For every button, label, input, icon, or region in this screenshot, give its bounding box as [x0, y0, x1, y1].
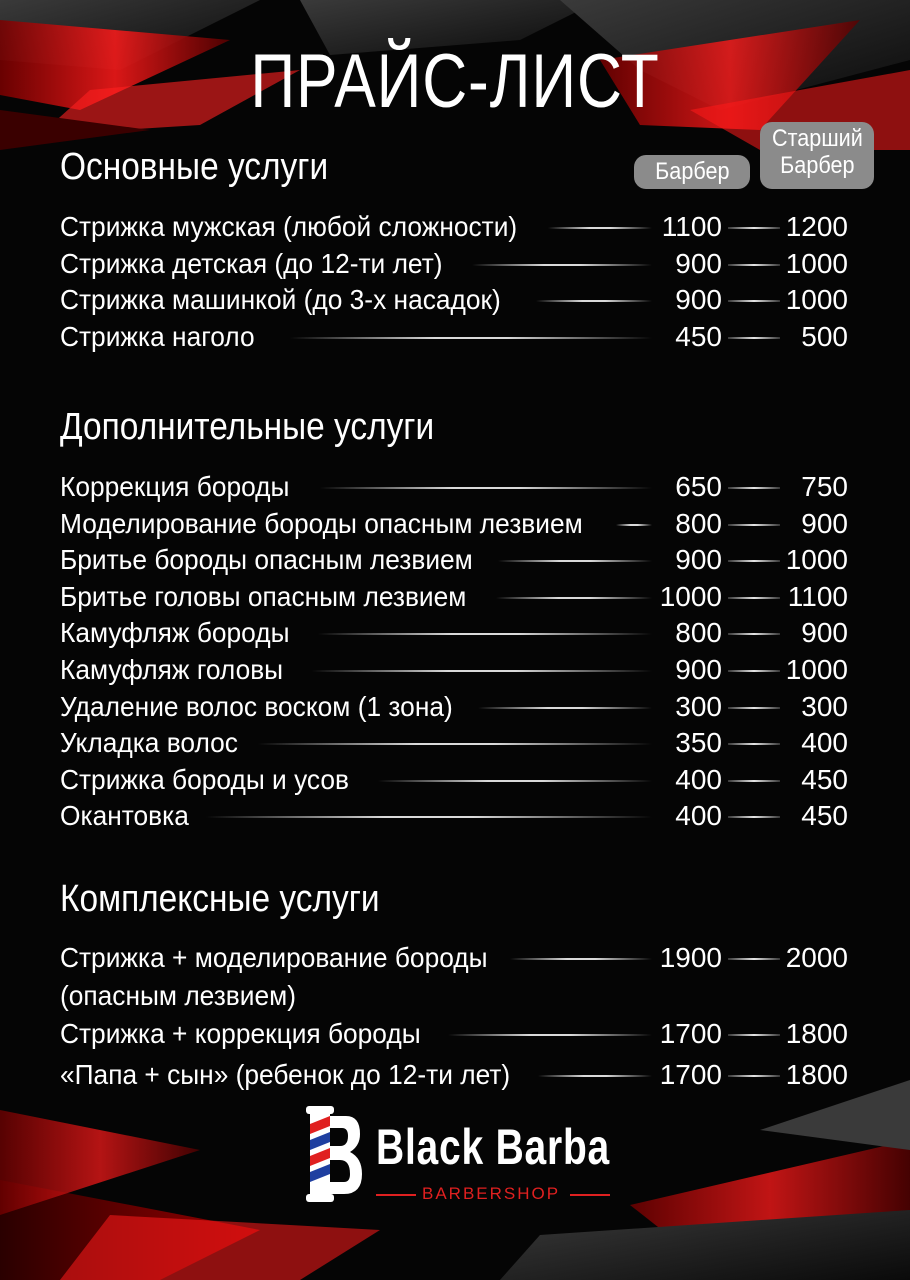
- price-separator: [728, 670, 780, 672]
- service-name: Коррекция бороды: [60, 471, 290, 502]
- senior-barber-price: 2000: [785, 942, 848, 973]
- service-name: Бритье бороды опасным лезвием: [60, 544, 473, 576]
- section-title-main: Основные услуги: [60, 146, 329, 188]
- senior-barber-price: 1000: [785, 654, 848, 685]
- service-name: «Папа + сын» (ребенок до 12-ти лет): [60, 1059, 511, 1090]
- price-row: [60, 506, 850, 542]
- service-name: Укладка волос: [60, 727, 238, 759]
- senior-barber-price: 1800: [785, 1059, 848, 1090]
- senior-barber-price: 1100: [787, 580, 848, 612]
- price-row: [60, 209, 850, 245]
- service-name: Удаление волос воском (1 зона): [60, 690, 453, 722]
- price-separator: [728, 743, 780, 745]
- barber-price: 800: [675, 507, 722, 539]
- senior-barber-price: 1000: [785, 247, 848, 279]
- service-name: Камуфляж бороды: [60, 617, 290, 649]
- price-row: [60, 542, 850, 578]
- barber-price: 1700: [659, 1018, 722, 1049]
- price-row: [60, 725, 850, 761]
- price-separator: [728, 1034, 780, 1036]
- price-separator: [728, 1075, 780, 1077]
- price-row: [60, 246, 850, 282]
- service-name-line2: (опасным лезвием): [60, 980, 296, 1011]
- price-separator: [728, 707, 780, 709]
- service-name: Стрижка машинкой (до 3-х насадок): [60, 284, 501, 315]
- brand-logo: [300, 1104, 620, 1214]
- price-separator: [728, 597, 780, 599]
- leader-line: [498, 560, 652, 562]
- brand-divider-right: [570, 1194, 610, 1196]
- barber-column-badge: [634, 155, 750, 189]
- leader-line: [312, 670, 652, 672]
- service-name: Стрижка наголо: [60, 320, 255, 352]
- price-separator: [728, 227, 780, 229]
- barber-price: 800: [675, 617, 722, 649]
- price-row: [60, 762, 850, 798]
- price-separator: [728, 524, 780, 526]
- price-separator: [728, 300, 780, 302]
- leader-line: [510, 958, 652, 960]
- price-row: [60, 319, 850, 355]
- brand-divider-left: [376, 1194, 416, 1196]
- senior-column-label-line2: Барбер: [779, 152, 855, 179]
- leader-line: [478, 707, 652, 709]
- barber-price: 1000: [659, 580, 722, 612]
- leader-line: [472, 264, 652, 266]
- leader-line: [320, 487, 652, 489]
- leader-line: [538, 1075, 652, 1077]
- price-row: [60, 1057, 850, 1093]
- barber-price: 1700: [659, 1059, 722, 1090]
- senior-column-label-line1: Старший: [771, 125, 863, 152]
- barber-price: 1900: [659, 942, 722, 973]
- service-name: Бритье головы опасным лезвием: [60, 580, 467, 612]
- barber-price: 450: [675, 320, 722, 352]
- service-name: Окантовка: [60, 800, 189, 832]
- section-title-combo: Комплексные услуги: [60, 878, 380, 920]
- barber-price: 900: [675, 247, 722, 279]
- service-name: Моделирование бороды опасным лезвием: [60, 507, 583, 539]
- senior-barber-price: 400: [801, 727, 848, 759]
- senior-barber-price: 900: [801, 507, 848, 539]
- senior-barber-price: 450: [801, 800, 848, 832]
- section-title-extra: Дополнительные услуги: [60, 406, 435, 448]
- barber-price: 400: [675, 763, 722, 795]
- leader-line: [206, 816, 652, 818]
- senior-barber-price: 300: [801, 690, 848, 722]
- leader-line: [290, 337, 652, 339]
- service-name: Камуфляж головы: [60, 654, 284, 685]
- price-separator: [728, 633, 780, 635]
- leader-line: [496, 597, 652, 599]
- senior-barber-price: 500: [801, 320, 848, 352]
- price-row: [60, 282, 850, 318]
- price-row: [60, 940, 850, 1011]
- price-separator: [728, 487, 780, 489]
- leader-line: [548, 227, 652, 229]
- senior-barber-price: 1000: [785, 284, 848, 315]
- leader-line: [616, 524, 652, 526]
- price-row: [60, 689, 850, 725]
- barber-price: 900: [675, 544, 722, 576]
- leader-line: [318, 633, 652, 635]
- barber-price: 350: [675, 727, 722, 759]
- leader-line: [378, 780, 652, 782]
- senior-barber-price: 1200: [785, 211, 848, 242]
- senior-barber-price: 1000: [785, 544, 848, 576]
- barber-price: 300: [675, 690, 722, 722]
- barber-column-label: Барбер: [654, 158, 730, 185]
- leader-line: [536, 300, 652, 302]
- price-separator: [728, 264, 780, 266]
- service-name: Стрижка + коррекция бороды: [60, 1018, 421, 1049]
- barber-price: 1100: [661, 211, 722, 242]
- leader-line: [448, 1034, 652, 1036]
- price-row: [60, 652, 850, 688]
- price-row: [60, 469, 850, 505]
- senior-barber-price: 750: [801, 471, 848, 502]
- price-separator: [728, 560, 780, 562]
- leader-line: [258, 743, 652, 745]
- barber-price: 900: [675, 654, 722, 685]
- price-separator: [728, 780, 780, 782]
- barber-price: 400: [675, 800, 722, 832]
- service-name: Стрижка мужская (любой сложности): [60, 211, 518, 242]
- price-separator: [728, 816, 780, 818]
- senior-barber-price: 450: [801, 763, 848, 795]
- page-title: ПРАЙС-ЛИСТ: [250, 39, 660, 124]
- barber-price: 900: [675, 284, 722, 315]
- price-row: [60, 579, 850, 615]
- price-row: [60, 1016, 850, 1052]
- brand-subtitle: BARBERSHOP: [422, 1184, 561, 1203]
- brand-name: Black Barba: [376, 1119, 611, 1175]
- service-name: Стрижка бороды и усов: [60, 763, 350, 795]
- senior-barber-price: 1800: [785, 1018, 848, 1049]
- service-name: Стрижка + моделирование бороды: [60, 942, 488, 973]
- price-separator: [728, 958, 780, 960]
- price-row: [60, 798, 850, 834]
- barber-price: 650: [675, 471, 722, 502]
- service-name: Стрижка детская (до 12-ти лет): [60, 247, 443, 279]
- senior-barber-column-badge: [760, 122, 874, 189]
- barber-pole-b-icon: [300, 1104, 364, 1204]
- price-separator: [728, 337, 780, 339]
- price-row: [60, 615, 850, 651]
- senior-barber-price: 900: [801, 617, 848, 649]
